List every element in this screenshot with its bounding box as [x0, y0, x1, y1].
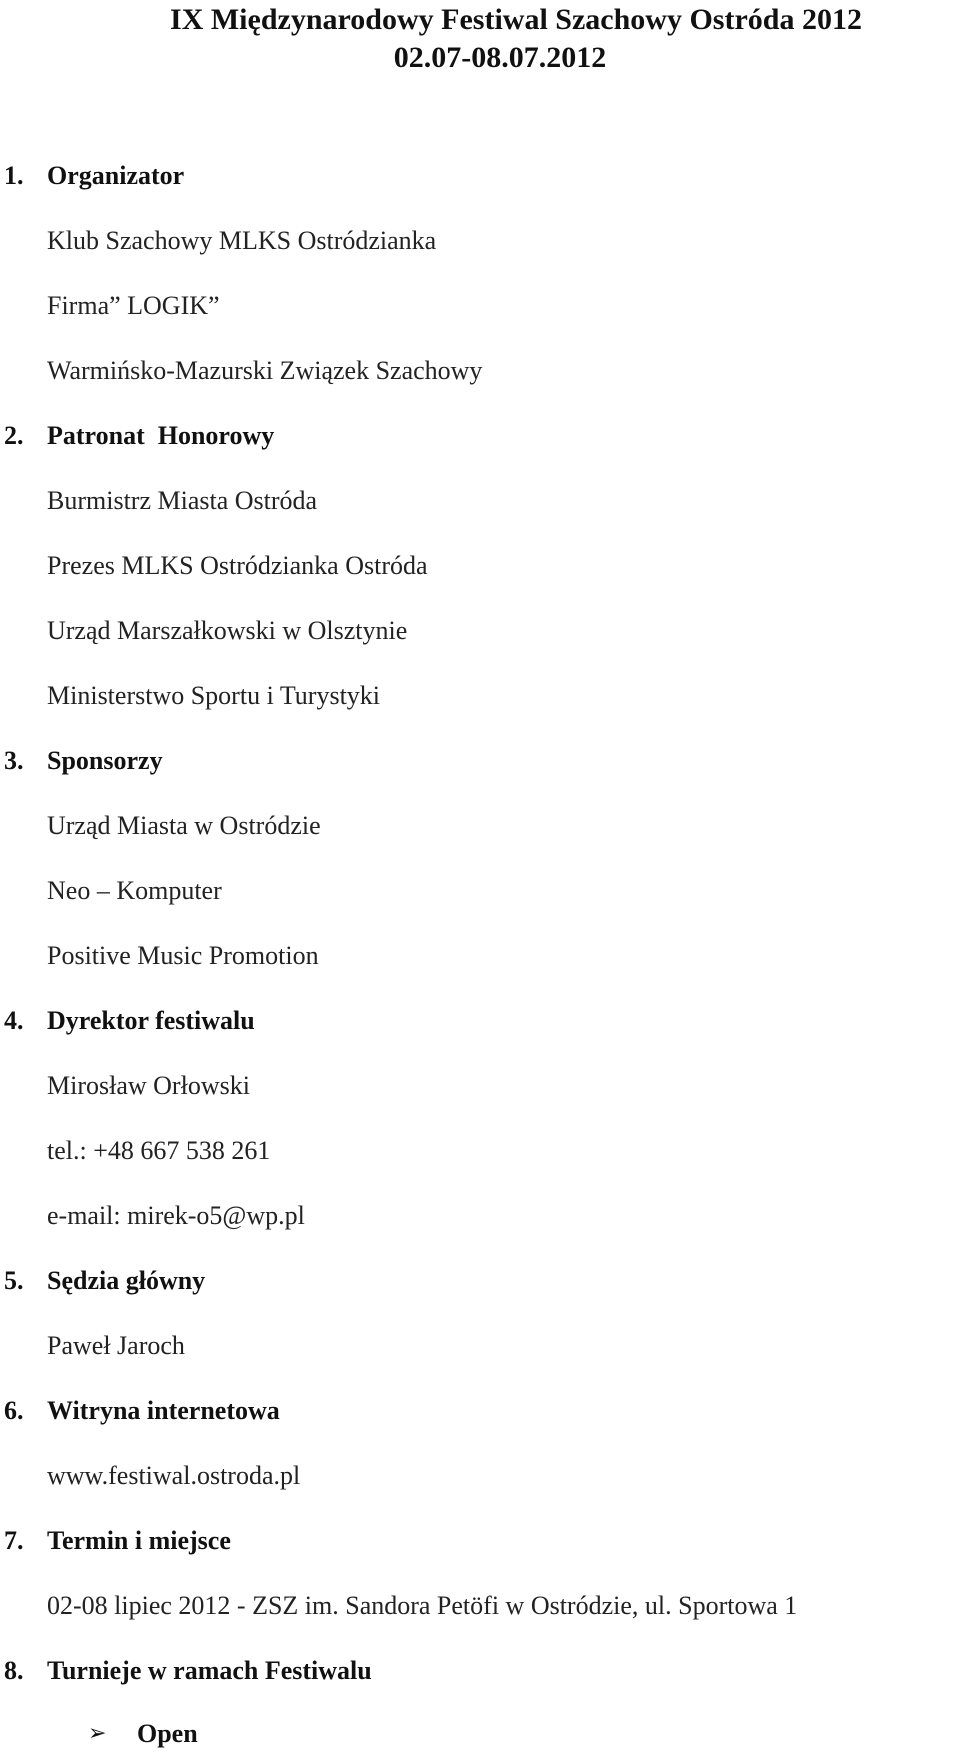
- section-item: Prezes MLKS Ostródzianka Ostróda: [47, 551, 428, 580]
- section-title: Patronat Honorowy: [47, 421, 275, 450]
- section-item: Mirosław Orłowski: [47, 1071, 250, 1100]
- section-number: 6.: [4, 1396, 24, 1425]
- section-item: Positive Music Promotion: [47, 941, 319, 970]
- section-number: 5.: [4, 1266, 24, 1295]
- section-item: Ministerstwo Sportu i Turystyki: [47, 681, 381, 710]
- section-item: Burmistrz Miasta Ostróda: [47, 486, 318, 515]
- section-item: 02-08 lipiec 2012 - ZSZ im. Sandora Petöfi w Ostródzie, ul. Sportowa 1: [47, 1591, 798, 1620]
- section-item: Urząd Miasta w Ostródzie: [47, 811, 321, 840]
- section-title: Dyrektor festiwalu: [47, 1006, 255, 1035]
- section-title: Organizator: [47, 161, 185, 190]
- section-title: Witryna internetowa: [47, 1396, 280, 1425]
- section-number: 7.: [4, 1526, 24, 1555]
- document-dates: 02.07-08.07.2012: [393, 41, 607, 74]
- email-address: e-mail: mirek-o5@wp.pl: [47, 1201, 305, 1230]
- section-title: Turnieje w ramach Festiwalu: [47, 1656, 372, 1685]
- section-number: 8.: [4, 1656, 24, 1685]
- document-title: IX Międzynarodowy Festiwal Szachowy Ostróda 2012: [170, 3, 862, 36]
- section-number: 2.: [4, 421, 24, 450]
- section-number: 3.: [4, 746, 24, 775]
- section-number: 4.: [4, 1006, 24, 1035]
- section-title: Sponsorzy: [47, 746, 163, 775]
- section-item: Warmińsko-Mazurski Związek Szachowy: [47, 356, 483, 385]
- website-url: www.festiwal.ostroda.pl: [47, 1461, 301, 1490]
- bullet-label: Open: [137, 1719, 198, 1748]
- section-title: Termin i miejsce: [47, 1526, 231, 1555]
- section-item: Klub Szachowy MLKS Ostródzianka: [47, 226, 437, 255]
- phone-number: tel.: +48 667 538 261: [47, 1136, 271, 1165]
- section-item: Paweł Jaroch: [47, 1331, 185, 1360]
- arrowhead-bullet-icon: ➢: [88, 1721, 107, 1746]
- section-title: Sędzia główny: [47, 1266, 206, 1295]
- section-item: Urząd Marszałkowski w Olsztynie: [47, 616, 408, 645]
- section-item: Neo – Komputer: [47, 876, 222, 905]
- section-item: Firma” LOGIK”: [47, 291, 220, 320]
- section-number: 1.: [4, 161, 24, 190]
